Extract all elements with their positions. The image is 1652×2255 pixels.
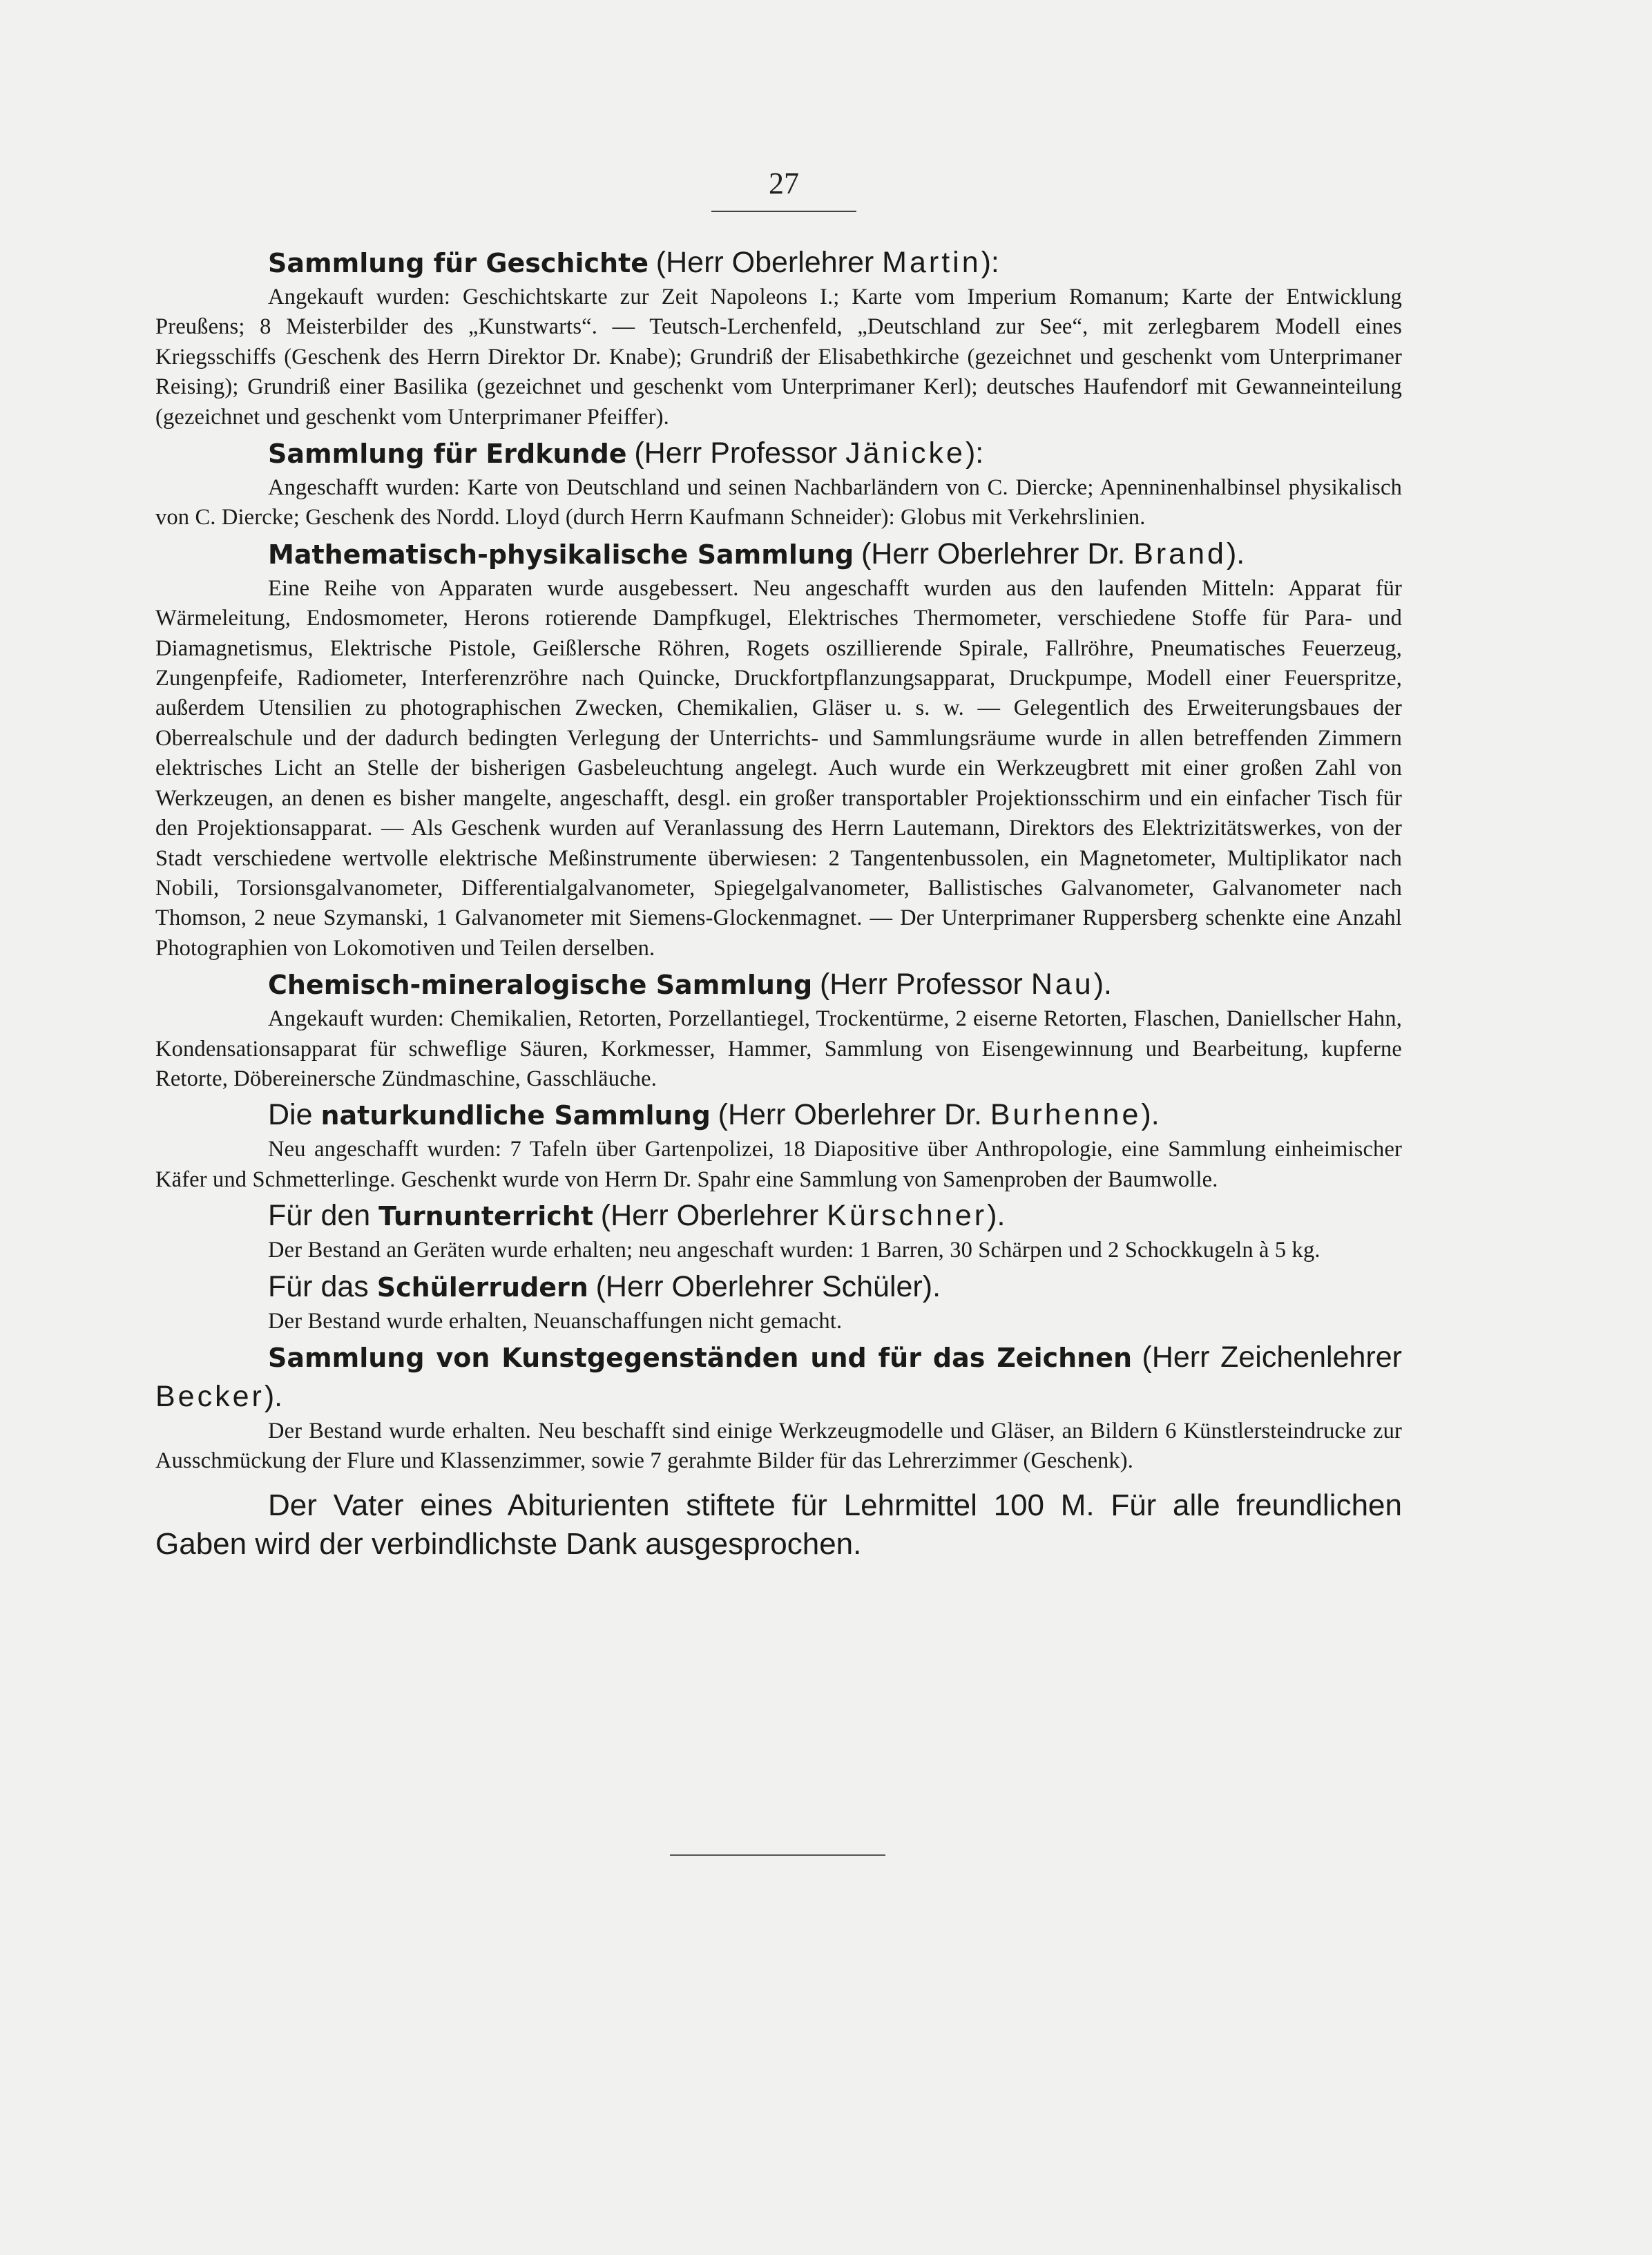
section-title: Sammlung für Erdkunde (268, 439, 627, 470)
section-body: Angeschafft wurden: Karte von Deutschland und seinen Nachbarländern von C. Diercke; Apenninenhalbinsel physikalisch von C. Diercke; Geschenk des Nordd. Lloyd (durch Herrn Kaufmann Schneider): Globus mit Verkehrslinien. (155, 475, 1402, 530)
section-chemie (155, 965, 1402, 1094)
section-erdkunde (155, 434, 1402, 533)
section-heading (155, 965, 1402, 1004)
section-title: naturkundliche Sammlung (320, 1100, 711, 1131)
section-heading (155, 1095, 1402, 1135)
section-body: Der Bestand an Geräten wurde erhalten; neu angeschaft wurden: 1 Barren, 30 Schärpen und 2 Schockkugeln à 5 kg. (268, 1238, 1320, 1263)
curator-prefix: (Herr Zeichenlehrer (1142, 1340, 1402, 1374)
section-title: Mathematisch-physikalische Sammlung (268, 539, 854, 570)
section-heading (155, 535, 1402, 574)
curator-suffix: ). (1141, 1098, 1160, 1132)
section-title: Sammlung von Kunstgegenständen und für das Zeichnen (268, 1342, 1133, 1373)
title-prefix: Für den (268, 1199, 379, 1233)
section-title: Schülerrudern (376, 1272, 588, 1303)
section-heading (155, 434, 1402, 473)
section-rudern (155, 1267, 1402, 1336)
section-title: Chemisch-mineralogische Sammlung (268, 970, 813, 1001)
curator-name: Kürschner (827, 1199, 988, 1233)
curator-name: Burhenne (990, 1098, 1142, 1132)
section-body: Angekauft wurden: Chemikalien, Retorten, Porzellantiegel, Trockentürme, 2 eiserne Retorten, Flaschen, Daniellscher Hahn, Kondensationsapparat für schweflige Säuren, Korkmesser, Hammer, Sammlung von Eisengewinnung und Bearbeitung, kupferne Retorte, Döbereinersche Zündmaschine, Gasschläuche. (155, 1006, 1402, 1091)
curator-suffix: ): (965, 436, 984, 470)
section-heading (155, 1267, 1402, 1307)
section-kunst (155, 1338, 1402, 1477)
curator-name: Brand (1133, 537, 1227, 570)
section-geschichte (155, 243, 1402, 432)
section-turnen (155, 1196, 1402, 1265)
curator-name: Martin (882, 246, 981, 279)
closing-note: Der Vater eines Abiturienten stiftete für Lehrmittel 100 M. Für alle freundlichen Gaben wird der verbindlichste Dank ausgesprochen. (155, 1488, 1402, 1561)
section-body: Angekauft wurden: Geschichtskarte zur Zeit Napoleons I.; Karte vom Imperium Romanum; Karte der Entwicklung Preußens; 8 Meisterbilder des „Kunstwarts“. — Teutsch-Lerchenfeld, „Deutschland zur See“, mit zerlegbarem Modell eines Kriegsschiffs (Geschenk des Herrn Direktor Dr. Knabe); Grundriß der Elisabethkirche (gezeichnet und geschenkt vom Unterprimaner Reising); Grundriß einer Basilika (gezeichnet und geschenkt vom Unterprimaner Kerl); deutsches Haufendorf mit Gewanneinteilung (gezeichnet und geschenkt vom Unterprimaner Pfeiffer). (155, 285, 1402, 430)
section-heading (155, 243, 1402, 282)
curator-name: Jänicke (845, 436, 966, 470)
curator-prefix: (Herr Oberlehrer Dr. (718, 1098, 990, 1132)
section-body: Der Bestand wurde erhalten. Neu beschafft sind einige Werkzeugmodelle und Gläser, an Bildern 6 Künstlersteindrucke zur Ausschmückung der Flure und Klassenzimmer, sowie 7 gerahmte Bilder für das Lehrerzimmer (Geschenk). (155, 1418, 1402, 1474)
section-title: Sammlung für Geschichte (268, 248, 649, 278)
curator-prefix: (Herr Oberlehrer (595, 1269, 822, 1303)
section-body: Der Bestand wurde erhalten, Neuanschaffungen nicht gemacht. (268, 1308, 843, 1334)
curator-suffix: ). (922, 1269, 941, 1303)
curator-suffix: ). (264, 1379, 283, 1413)
section-heading (155, 1196, 1402, 1236)
curator-name: Becker (155, 1379, 265, 1413)
curator-suffix: ). (1093, 968, 1112, 1001)
section-body: Eine Reihe von Apparaten wurde ausgebessert. Neu angeschafft wurden aus den laufenden Mitteln: Apparat für Wärmeleitung, Endosmometer, Herons rotierende Dampfkugel, Elektrisches Thermometer, verschiedene Stoffe für Para- und Diamagnetismus, Elektrische Pistole, Geißlersche Röhren, Rogets oszillierende Spirale, Fallröhre, Pneumatisches Feuerzeug, Zungenpfeife, Radiometer, Interferenzröhre nach Quincke, Druckfortpflanzungsapparat, Druckpumpe, Modell einer Feuerspritze, außerdem Utensilien zu photographischen Zwecken, Chemikalien, Gläser u. s. w. — Gelegentlich des Erweiterungsbaues der Oberrealschule und der dadurch bedingten Verlegung der Unterrichts- und Sammlungsräume wurde in allen betreffenden Zimmern elektrisches Licht an Stelle der bisherigen Gasbeleuchtung angelegt. Auch wurde ein Werkzeugbrett mit einer großen Zahl von Werkzeugen, an denen es bisher mangelte, angeschafft, desgl. ein großer transportabler Projektionsschirm und ein einfacher Tisch für den Projektionsapparat. — Als Geschenk wurden auf Veranlassung des Herrn Lautemann, Direktors des Elektrizitätswerkes, von der Stadt verschiedene wertvolle elektrische Meßinstrumente überwiesen: 2 Tangentenbussolen, ein Magnetometer, Multiplikator nach Nobili, Torsionsgalvanometer, Differentialgalvanometer, Spiegelgalvanometer, Ballistisches Galvanometer, Galvanometer nach Thomson, 2 neue Szymanski, 1 Galvanometer mit Siemens-Glockenmagnet. — Der Unterprimaner Ruppersberg schenkte eine Anzahl Photographien von Lokomotiven und Teilen derselben. (155, 575, 1402, 961)
curator-suffix: ): (981, 246, 999, 279)
curator-prefix: (Herr Oberlehrer (655, 246, 883, 279)
section-body: Neu angeschafft wurden: 7 Tafeln über Gartenpolizei, 18 Diapositive über Anthropologie, eine Sammlung einheimischer Käfer und Schmetterlinge. Geschenkt wurde von Herrn Dr. Spahr eine Sammlung von Samenproben der Baumwolle. (155, 1137, 1402, 1192)
curator-prefix: (Herr Oberlehrer (600, 1199, 827, 1233)
section-naturkunde (155, 1095, 1402, 1195)
section-title: Turnunterricht (378, 1201, 594, 1232)
title-prefix: Für das (268, 1269, 377, 1303)
page-content (155, 243, 1402, 1564)
section-physik (155, 535, 1402, 963)
end-divider (670, 1854, 885, 1856)
curator-name: Nau (1030, 968, 1094, 1001)
section-heading (155, 1338, 1402, 1417)
curator-prefix: (Herr Professor (634, 436, 846, 470)
curator-name: Schüler (821, 1269, 923, 1303)
title-prefix: Die (268, 1098, 321, 1132)
page-number: 27 (711, 166, 856, 212)
curator-suffix: ). (1226, 537, 1245, 570)
curator-prefix: (Herr Oberlehrer Dr. (861, 537, 1134, 570)
curator-prefix: (Herr Professor (819, 968, 1031, 1001)
curator-suffix: ). (987, 1199, 1006, 1233)
